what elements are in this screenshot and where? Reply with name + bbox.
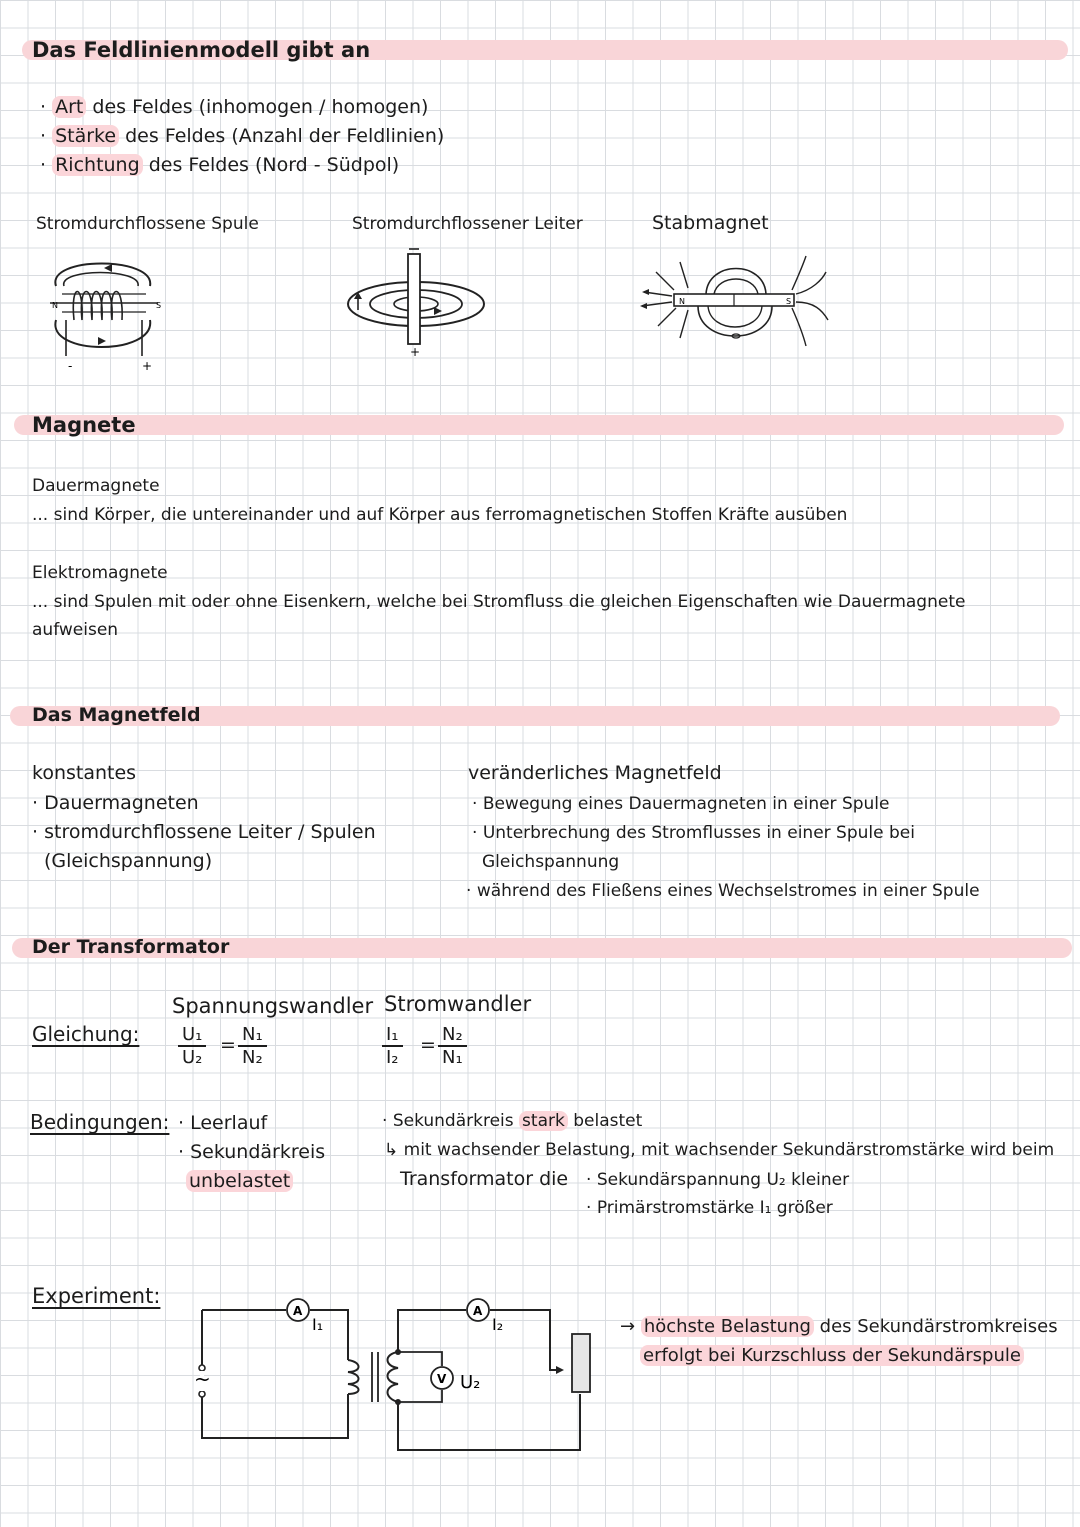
list-item-text: Unterbrechung des Stromflusses in einer Spule bei bbox=[482, 823, 915, 843]
note-highlight: erfolgt bei Kurzschluss der Sekundärspule bbox=[640, 1345, 1024, 1366]
diagram-caption-stabmagnet: Stabmagnet bbox=[652, 212, 769, 234]
bar-magnet-diagram bbox=[636, 250, 832, 356]
condition-text: Sekundärkreis bbox=[190, 1141, 326, 1163]
label-plus: + bbox=[410, 345, 421, 358]
ac-source-symbol: ~ bbox=[194, 1367, 211, 1391]
bullet-staerke: · Stärke des Feldes (Anzahl der Feldlinien) bbox=[40, 125, 445, 147]
subheading: Dauermagnete bbox=[32, 476, 160, 496]
bullet-text: des Feldes (Nord - Südpol) bbox=[148, 154, 400, 176]
conductor-field-diagram bbox=[346, 244, 490, 358]
bullet-key: Stärke bbox=[52, 125, 119, 147]
list-item-text: während des Fließens eines Wechselstromes in einer Spule bbox=[476, 881, 980, 901]
bullet-key: Art bbox=[52, 96, 86, 118]
note-text: des Sekundärstromkreises bbox=[819, 1316, 1058, 1337]
condition-text: belastet bbox=[573, 1111, 643, 1131]
list-item: · stromdurchflossene Leiter / Spulen bbox=[32, 821, 376, 843]
list-item: · Unterbrechung des Stromflusses in einer Spule bei bbox=[472, 823, 915, 843]
section-highlight bbox=[14, 415, 1064, 435]
condition-item: · Primärstromstärke I₁ größer bbox=[586, 1198, 833, 1218]
section-title: Der Transformator bbox=[32, 936, 230, 958]
list-item-text: stromdurchflossene Leiter / Spulen bbox=[44, 821, 376, 843]
label-s: S bbox=[156, 301, 162, 310]
note-highlight: höchste Belastung bbox=[641, 1316, 814, 1337]
condition-item: · Sekundärkreis stark belastet bbox=[382, 1111, 643, 1131]
fraction-numerator: I₁ bbox=[382, 1024, 403, 1047]
condition-highlight: stark bbox=[519, 1111, 568, 1131]
condition-item: Transformator die bbox=[400, 1168, 569, 1190]
definition-text: ... sind Spulen mit oder ohne Eisenkern, welche bei Stromfluss die gleichen Eigenschaften wie Dauermagnete bbox=[32, 592, 966, 612]
bullet-text: des Feldes (Anzahl der Feldlinien) bbox=[125, 125, 445, 147]
coil-field-diagram bbox=[46, 246, 166, 374]
bullet-richtung: · Richtung des Feldes (Nord - Südpol) bbox=[40, 154, 400, 176]
bullet-art: · Art des Feldes (inhomogen / homogen) bbox=[40, 96, 429, 118]
condition-item: · Sekundärspannung U₂ kleiner bbox=[586, 1170, 850, 1190]
fraction-u bbox=[178, 1024, 206, 1068]
fraction-n bbox=[238, 1024, 267, 1068]
label-n: N bbox=[679, 297, 685, 306]
subheading: konstantes bbox=[32, 762, 137, 784]
current-label-i1: I₁ bbox=[312, 1315, 324, 1334]
stromwandler-title: Stromwandler bbox=[384, 992, 532, 1016]
fraction-i bbox=[382, 1024, 403, 1068]
list-item: · Dauermagneten bbox=[32, 792, 199, 814]
transformer-circuit-diagram bbox=[186, 1290, 606, 1458]
bedingungen-label: Bedingungen: bbox=[30, 1110, 170, 1134]
fraction-n-inverse bbox=[438, 1024, 467, 1068]
voltmeter-label: V bbox=[437, 1372, 447, 1386]
condition-text: Sekundärspannung U₂ kleiner bbox=[596, 1170, 850, 1190]
experiment-label: Experiment: bbox=[32, 1284, 161, 1308]
list-item-text: Gleichspannung bbox=[482, 852, 620, 872]
experiment-note bbox=[620, 1316, 1058, 1337]
section-title: Magnete bbox=[32, 413, 136, 437]
spannungswandler-title: Spannungswandler bbox=[172, 994, 374, 1018]
current-label-i2: I₂ bbox=[492, 1315, 504, 1334]
definition-text: ... sind Körper, die untereinander und auf Körper aus ferromagnetischen Stoffen Kräfte ausüben bbox=[32, 505, 848, 525]
condition-text: Leerlauf bbox=[190, 1112, 268, 1134]
definition-text: aufweisen bbox=[32, 620, 119, 640]
list-item: · Bewegung eines Dauermagneten in einer Spule bbox=[472, 794, 890, 814]
label-minus: - bbox=[68, 359, 73, 373]
condition-item: · Sekundärkreis bbox=[178, 1141, 326, 1163]
subheading: Elektromagnete bbox=[32, 563, 168, 583]
condition-item bbox=[186, 1170, 293, 1192]
condition-text: Sekundärkreis bbox=[392, 1111, 514, 1131]
diagram-caption-spule: Stromdurchflossene Spule bbox=[36, 214, 259, 234]
label-s: S bbox=[786, 297, 792, 306]
bullet-key: Richtung bbox=[52, 154, 143, 176]
condition-text: Primärstromstärke I₁ größer bbox=[596, 1198, 833, 1218]
fraction-denominator: N₂ bbox=[242, 1047, 263, 1068]
condition-item: ↳ mit wachsender Belastung, mit wachsender Sekundärstromstärke wird beim bbox=[384, 1140, 1055, 1160]
condition-item: · Leerlauf bbox=[178, 1112, 268, 1134]
equals-sign: = bbox=[220, 1034, 236, 1056]
list-item-text: Dauermagneten bbox=[44, 792, 199, 814]
fraction-denominator: U₂ bbox=[182, 1047, 203, 1068]
list-item-text: Bewegung eines Dauermagneten in einer Spule bbox=[482, 794, 890, 814]
equals-sign: = bbox=[420, 1034, 436, 1056]
bullet-text: des Feldes (inhomogen / homogen) bbox=[92, 96, 429, 118]
label-n: N bbox=[52, 301, 58, 310]
list-item: · während des Fließens eines Wechselstromes in einer Spule bbox=[466, 881, 980, 901]
ammeter-label: A bbox=[473, 1304, 483, 1318]
fraction-denominator: I₂ bbox=[386, 1047, 399, 1068]
fraction-numerator: N₁ bbox=[238, 1024, 267, 1047]
ammeter-label: A bbox=[293, 1304, 303, 1318]
gleichung-label: Gleichung: bbox=[32, 1022, 140, 1046]
fraction-numerator: U₁ bbox=[178, 1024, 206, 1047]
subheading: veränderliches Magnetfeld bbox=[468, 762, 722, 784]
condition-text: unbelastet bbox=[186, 1170, 293, 1192]
list-item bbox=[482, 852, 619, 872]
fraction-denominator: N₁ bbox=[442, 1047, 463, 1068]
list-item bbox=[44, 850, 212, 872]
voltage-label-u2: U₂ bbox=[460, 1372, 481, 1393]
experiment-note bbox=[640, 1345, 1024, 1366]
fraction-numerator: N₂ bbox=[438, 1024, 467, 1047]
diagram-caption-leiter: Stromdurchflossener Leiter bbox=[352, 214, 583, 234]
arrow-icon: → bbox=[620, 1316, 636, 1337]
label-plus: + bbox=[142, 359, 153, 373]
section-title: Das Magnetfeld bbox=[32, 704, 201, 726]
list-item-text: (Gleichspannung) bbox=[44, 850, 213, 872]
section-title: Das Feldlinienmodell gibt an bbox=[32, 38, 371, 62]
